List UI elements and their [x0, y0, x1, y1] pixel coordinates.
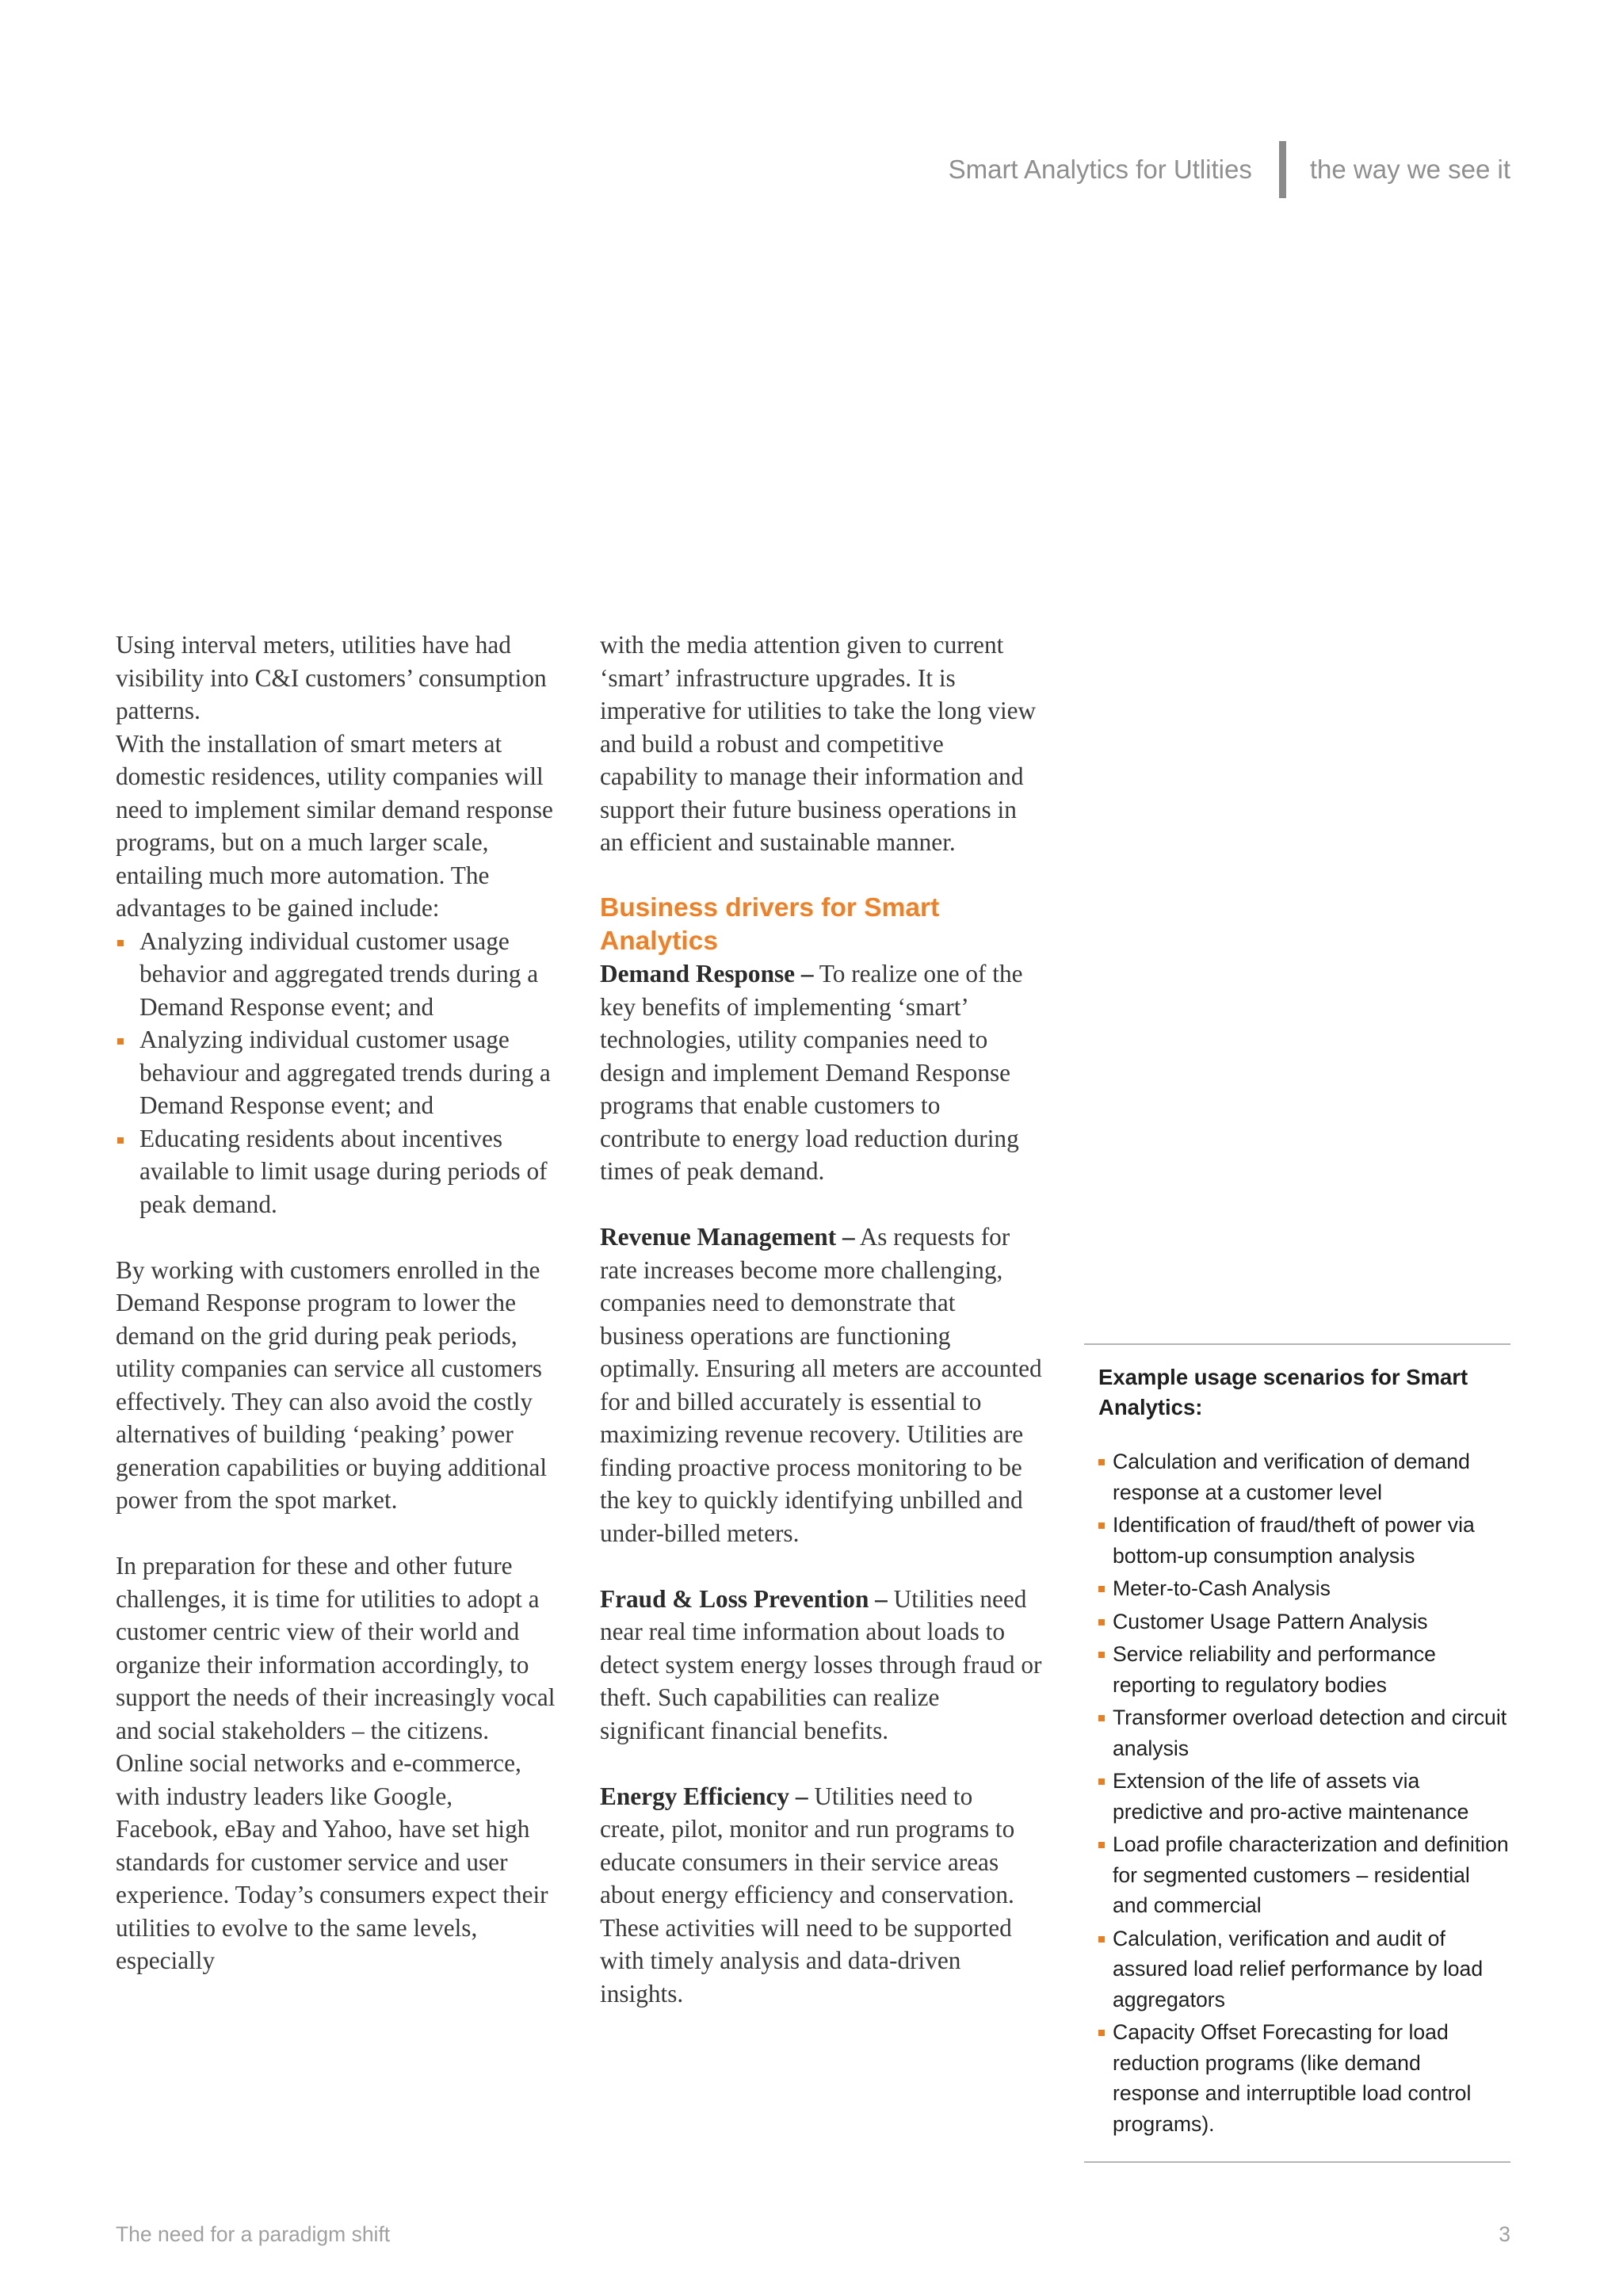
header-tagline: the way we see it — [1309, 155, 1510, 184]
section-heading: Business drivers for Smart Analytics — [600, 893, 940, 956]
scenario-item: Customer Usage Pattern Analysis — [1097, 1606, 1509, 1637]
header-divider — [1279, 141, 1286, 198]
driver-text: To realize one of the key benefits of implementing ‘smart’ technologies, utility companies need to design and implement Demand Response programs that enable customers to contribute to energy load reduction during times of peak demand. — [600, 960, 1023, 1185]
scenario-item: Transformer overload detection and circuit analysis — [1097, 1702, 1509, 1763]
header-title: Smart Analytics for Utlities — [948, 155, 1252, 184]
column-left — [116, 628, 559, 1977]
driver-title: Revenue Management – — [600, 1223, 855, 1251]
sidebar-title: Example usage scenarios for Smart Analytics: — [1098, 1365, 1468, 1419]
driver-title: Fraud & Loss Prevention – — [600, 1584, 888, 1613]
driver-energy-efficiency — [600, 1780, 1044, 2011]
scenario-item: Load profile characterization and definition for segmented customers – residential and commercial — [1097, 1829, 1509, 1921]
scenario-item: Meter-to-Cash Analysis — [1097, 1573, 1509, 1604]
scenario-item: Identification of fraud/theft of power via bottom-up consumption analysis — [1097, 1510, 1509, 1571]
scenario-item: Extension of the life of assets via predictive and pro-active maintenance — [1097, 1766, 1509, 1827]
footer-section-title: The need for a paradigm shift — [116, 2222, 391, 2246]
list-item: Educating residents about incentives available to limit usage during periods of peak demand. — [116, 1122, 559, 1221]
usage-scenarios-sidebar — [1084, 1343, 1510, 2163]
page-number: 3 — [1499, 2222, 1510, 2246]
scenario-item: Service reliability and performance reporting to regulatory bodies — [1097, 1639, 1509, 1700]
column-middle — [600, 628, 1044, 2010]
driver-fraud-loss-prevention — [600, 1583, 1044, 1748]
paragraph: Using interval meters, utilities have had visibility into C&I customers’ consumption patterns. — [116, 631, 547, 724]
list-item: Analyzing individual customer usage behaviour and aggregated trends during a Demand Response event; and — [116, 1023, 559, 1122]
scenario-item: Calculation and verification of demand response at a customer level — [1097, 1446, 1509, 1507]
paragraph: With the installation of smart meters at domestic residences, utility companies will need to implement similar demand response programs, but on a much larger scale, entailing much more automation. The advantages to be gained include: — [116, 729, 553, 922]
list-item: Analyzing individual customer usage behavior and aggregated trends during a Demand Response event; and — [116, 925, 559, 1024]
scenario-item: Calculation, verification and audit of assured load relief performance by load aggregators — [1097, 1924, 1509, 2015]
driver-revenue-management — [600, 1221, 1044, 1549]
driver-text: Utilities need to create, pilot, monitor and run programs to educate consumers in their service areas about energy efficiency and conservation. These activities will need to be supported with timely analysis and data-driven insights. — [600, 1782, 1015, 2008]
driver-demand-response — [600, 957, 1044, 1188]
paragraph: with the media attention given to current ‘smart’ infrastructure upgrades. It is imperative for utilities to take the long view and build a robust and competitive capability to manage their information and support their future business operations in an efficient and sustainable manner. — [600, 631, 1037, 856]
scenario-item: Capacity Offset Forecasting for load reduction programs (like demand response and interruptible load control programs). — [1097, 2017, 1509, 2139]
advantages-list — [116, 925, 559, 1221]
driver-text: As requests for rate increases become more challenging, companies need to demonstrate that business operations are functioning optimally. Ensuring all meters are accounted for and billed accurately is essential to maximizing revenue recovery. Utilities are finding proactive process monitoring to be the key to quickly identifying unbilled and under-billed meters. — [600, 1223, 1042, 1547]
paragraph: In preparation for these and other future challenges, it is time for utilities to adopt a customer centric view of their world and organize their information accordingly, to support the needs of their increasingly vocal and social stakeholders – the citizens. Online social networks and e-commerce, with industry leaders like Google, Facebook, eBay and Yahoo, have set high standards for customer service and user experience. Today’s consumers expect their utilities to evolve to the same levels, especially — [116, 1552, 556, 1974]
driver-title: Demand Response – — [600, 960, 814, 988]
scenario-list — [1097, 1446, 1509, 2141]
paragraph: By working with customers enrolled in the Demand Response program to lower the demand on the grid during peak periods, utility companies can service all customers effectively. They can also avoid the costly alternatives of building ‘peaking’ power generation capabilities or buying additional power from the spot market. — [116, 1255, 548, 1514]
page-header — [949, 141, 1510, 198]
driver-title: Energy Efficiency – — [600, 1782, 808, 1810]
driver-text: Utilities need near real time information about loads to detect system energy losses through fraud or theft. Such capabilities can realize significant financial benefits. — [600, 1584, 1042, 1744]
